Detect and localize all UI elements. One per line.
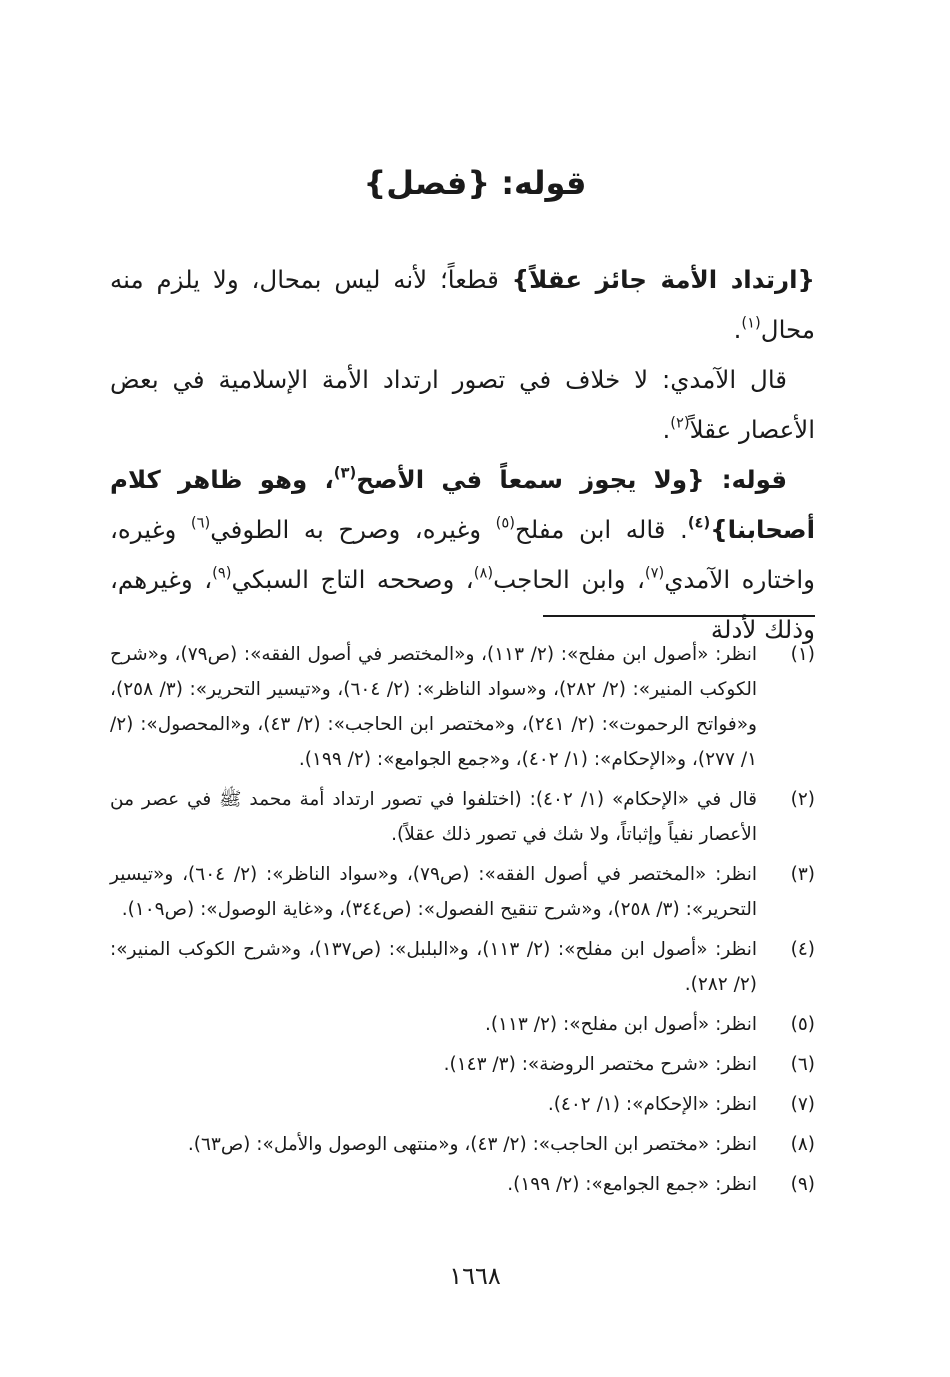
footnote-text: انظر: «جمع الجوامع»: (٢/ ١٩٩).: [507, 1174, 757, 1195]
paragraph-3: [110, 455, 815, 655]
footnote-number: (٣): [790, 864, 815, 885]
footnote-number: (٤): [790, 939, 815, 960]
footnote: [110, 857, 815, 927]
footnote-ref[interactable]: (٧): [644, 564, 665, 582]
main-text: [110, 255, 815, 655]
footnote: [110, 932, 815, 1002]
footnote-text: انظر: «شرح مختصر الروضة»: (٣/ ١٤٣).: [443, 1054, 757, 1075]
footnote-ref[interactable]: (٣): [333, 464, 357, 482]
paragraph-text: ، وابن الحاجب: [493, 565, 645, 594]
bold-phrase: ، وهو ظاهر كلام أصحابنا}: [110, 465, 815, 544]
footnote-text: انظر: «أصول ابن مفلح»: (٢/ ١١٣)، و«البلبل»: (ص١٣٧)، و«شرح الكوكب المنير»: (٢/ ٢٨٢).: [110, 939, 758, 995]
footnote: [110, 782, 815, 852]
paragraph-2: [110, 355, 815, 455]
footnote-text: انظر: «أصول ابن مفلح»: (٢/ ١١٣)، و«المختصر في أصول الفقه»: (ص٧٩)، و«شرح الكوكب المنير»: (٢/ ٢٨٢)، و«سواد الناظر»: (٢/ ٦٠٤)، و«تيسير التحرير»: (٣/ ٢٥٨)، و«فواتح الرحموت»: (٢/ ٢٤١)، و«مختصر ابن الحاجب»: (٢/ ٤٣)، و«المحصول»: (٢/ ١/ ٢٧٧)، و«الإحكام»: (١/ ٤٠٢)، و«جمع الجوامع»: (٢/ ١٩٩).: [110, 644, 757, 770]
footnote-ref[interactable]: (٦): [190, 514, 211, 532]
paragraph-1: [110, 255, 815, 355]
bold-phrase: {ارتداد الأمة جائز عقلاً}: [511, 265, 815, 294]
paragraph-text: . قاله ابن مفلح: [514, 515, 688, 544]
footnote-text: انظر: «المختصر في أصول الفقه»: (ص٧٩)، و«سواد الناظر»: (٢/ ٦٠٤)، و«تيسير التحرير»: (٣/ ٢٥٨)، و«شرح تنقيح الفصول»: (ص٣٤٤)، و«غاية الوصول»: (ص١٠٩).: [110, 864, 757, 920]
footnote-ref[interactable]: (١): [741, 314, 761, 332]
footnote-separator: [543, 615, 815, 617]
punctuation: .: [733, 315, 742, 344]
paragraph-text: ، وغيرهم، وذلك لأدلة: [110, 565, 815, 644]
footnote-ref[interactable]: (٥): [495, 514, 515, 532]
footnote-ref[interactable]: (٩): [212, 564, 232, 582]
footnote: [110, 1127, 815, 1162]
footnote: [110, 637, 815, 777]
footnote-number: (٢): [790, 789, 815, 810]
punctuation: .: [662, 415, 671, 444]
footnote-ref[interactable]: (٨): [473, 564, 494, 582]
paragraph-text: ، وصححه التاج السبكي: [231, 565, 474, 594]
footnote-text: انظر: «مختصر ابن الحاجب»: (٢/ ٤٣)، و«منتهى الوصول والأمل»: (ص٦٣).: [187, 1134, 757, 1155]
footnote-number: (٥): [790, 1014, 815, 1035]
paragraph-text: قطعاً؛ لأنه ليس بمحال، ولا يلزم منه محال: [110, 265, 815, 344]
paragraph-text: قال الآمدي: لا خلاف في تصور ارتداد الأمة الإسلامية في بعض الأعصار عقلاً: [110, 365, 815, 444]
footnote: [110, 1167, 815, 1202]
footnote-number: (٨): [790, 1134, 815, 1155]
footnote-number: (٩): [790, 1174, 815, 1195]
footnote: [110, 1087, 815, 1122]
footnote-text: انظر: «الإحكام»: (١/ ٤٠٢).: [547, 1094, 757, 1115]
footnote-text: انظر: «أصول ابن مفلح»: (٢/ ١١٣).: [484, 1014, 757, 1035]
paragraph-text: وغيره، وصرح به الطوفي: [210, 515, 496, 544]
footnote-ref[interactable]: (٢): [670, 414, 690, 432]
footnote: [110, 1007, 815, 1042]
footnote-text: قال في «الإحكام» (١/ ٤٠٢): (اختلفوا في تصور ارتداد أمة محمد ﷺ في عصر من الأعصار نفياً وإثباتاً، ولا شك في تصور ذلك عقلاً).: [110, 789, 757, 845]
page-number: ١٦٦٨: [449, 1262, 501, 1290]
footnotes: [110, 637, 815, 1207]
paragraph-text: وغيره، واختاره الآمدي: [110, 515, 815, 594]
footnote-number: (٧): [790, 1094, 815, 1115]
bold-phrase: قوله: {ولا يجوز سمعاً في الأصح: [356, 465, 787, 494]
footnote: [110, 1047, 815, 1082]
footnote-number: (٦): [790, 1054, 815, 1075]
footnote-number: (١): [790, 644, 815, 665]
section-heading: قوله: {فصل}: [363, 164, 587, 202]
footnote-ref[interactable]: (٤): [687, 514, 711, 532]
